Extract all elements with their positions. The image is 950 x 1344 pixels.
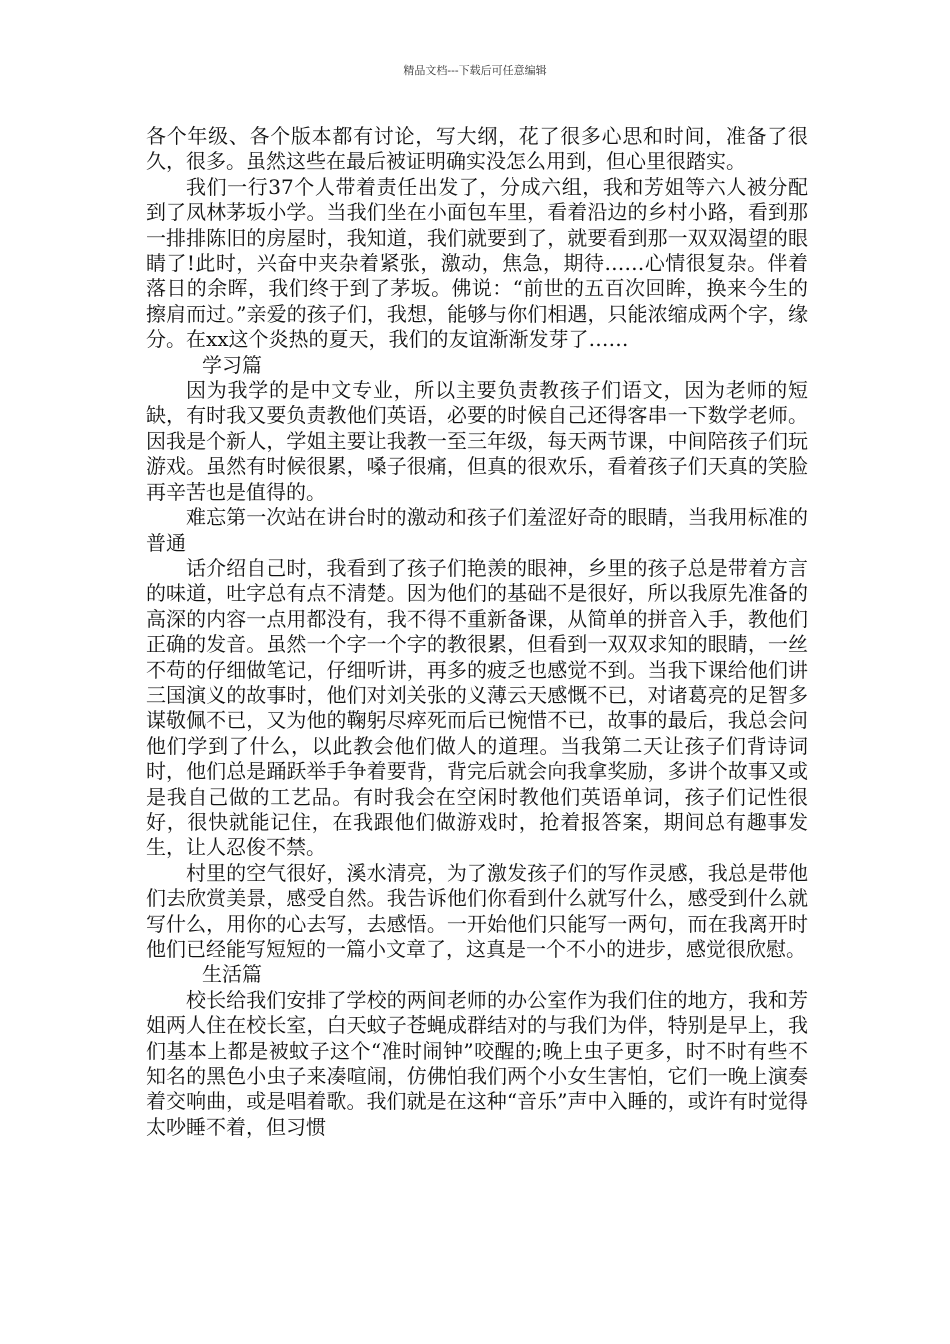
paragraph-4: 难忘第一次站在讲台时的激动和孩子们羞涩好奇的眼睛，当我用标准的普通 (146, 505, 808, 555)
section-heading-study: 学习篇 (202, 352, 262, 377)
paragraph-5: 话介绍自己时，我看到了孩子们艳羡的眼神，乡里的孩子总是带着方言的味道，吐字总有点不清楚。因为他们的基础不是很好，所以我原先准备的高深的内容一点用都没有，我不得不重新备课，从简单的拼音入手，教他们正确的发音。虽然一个字一个字的教很累，但看到一双双求知的眼睛，一丝不苟的仔细做笔记，仔细听讲，再多的疲乏也感觉不到。当我下课给他们讲三国演义的故事时，他们对刘关张的义薄云天感慨不已，对诸葛亮的足智多谋敬佩不已，又为他的鞠躬尽瘁死而后已惋惜不已，故事的最后，我总会问他们学到了什么，以此教会他们做人的道理。当我第二天让孩子们背诗词时，他们总是踊跃举手争着要背，背完后就会向我拿奖励，多讲个故事又或是我自己做的工艺品。有时我会在空闲时教他们英语单词，孩子们记性很好，很快就能记住，在我跟他们做游戏时，抢着报答案，期间总有趣事发生，让人忍俊不禁。 (146, 555, 808, 860)
paragraph-6: 村里的空气很好，溪水清亮，为了激发孩子们的写作灵感，我总是带他们去欣赏美景，感受自然。我告诉他们你看到什么就写什么，感受到什么就写什么，用你的心去写，去感悟。一开始他们只能写一两句，而在我离开时他们已经能写短短的一篇小文章了，这真是一个不小的进步，感觉很欣慰。 (146, 860, 808, 961)
paragraph-2: 我们一行37个人带着责任出发了，分成六组，我和芳姐等六人被分配到了凤林茅坂小学。当我们坐在小面包车里，看着沿边的乡村小路，看到那一排排陈旧的房屋时，我知道，我们就要到了，就要看到那一双双渴望的眼睛了!此时，兴奋中夹杂着紧张，激动，焦急，期待……心情很复杂。伴着落日的余晖，我们终于到了茅坂。佛说：“前世的五百次回眸，换来今生的擦肩而过。”亲爱的孩子们，我想，能够与你们相遇，只能浓缩成两个字，缘分。在xx这个炎热的夏天，我们的友谊渐渐发芽了…… (146, 174, 808, 352)
section-heading-life: 生活篇 (202, 962, 262, 987)
document-body (146, 124, 808, 1140)
paragraph-3: 因为我学的是中文专业，所以主要负责教孩子们语文，因为老师的短缺，有时我又要负责教他们英语，必要的时候自己还得客串一下数学老师。因我是个新人，学姐主要让我教一至三年级，每天两节课，中间陪孩子们玩游戏。虽然有时候很累，嗓子很痛，但真的很欢乐，看着孩子们天真的笑脸再辛苦也是值得的。 (146, 378, 808, 504)
paragraph-7: 校长给我们安排了学校的两间老师的办公室作为我们住的地方，我和芳姐两人住在校长室，白天蚊子苍蝇成群结对的与我们为伴，特别是早上，我们基本上都是被蚊子这个“准时闹钟”咬醒的;晚上虫子更多，时不时有些不知名的黑色小虫子来凑喧闹，仿佛怕我们两个小女生害怕，它们一晚上演奏着交响曲，或是唱着歌。我们就是在这种“音乐”声中入睡的，或许有时觉得太吵睡不着，但习惯 (146, 987, 808, 1139)
paragraph-1: 各个年级、各个版本都有讨论，写大纲，花了很多心思和时间，准备了很久，很多。虽然这些在最后被证明确实没怎么用到，但心里很踏实。 (146, 124, 808, 174)
page-header: 精品文档---下载后可任意编辑 (403, 64, 547, 77)
